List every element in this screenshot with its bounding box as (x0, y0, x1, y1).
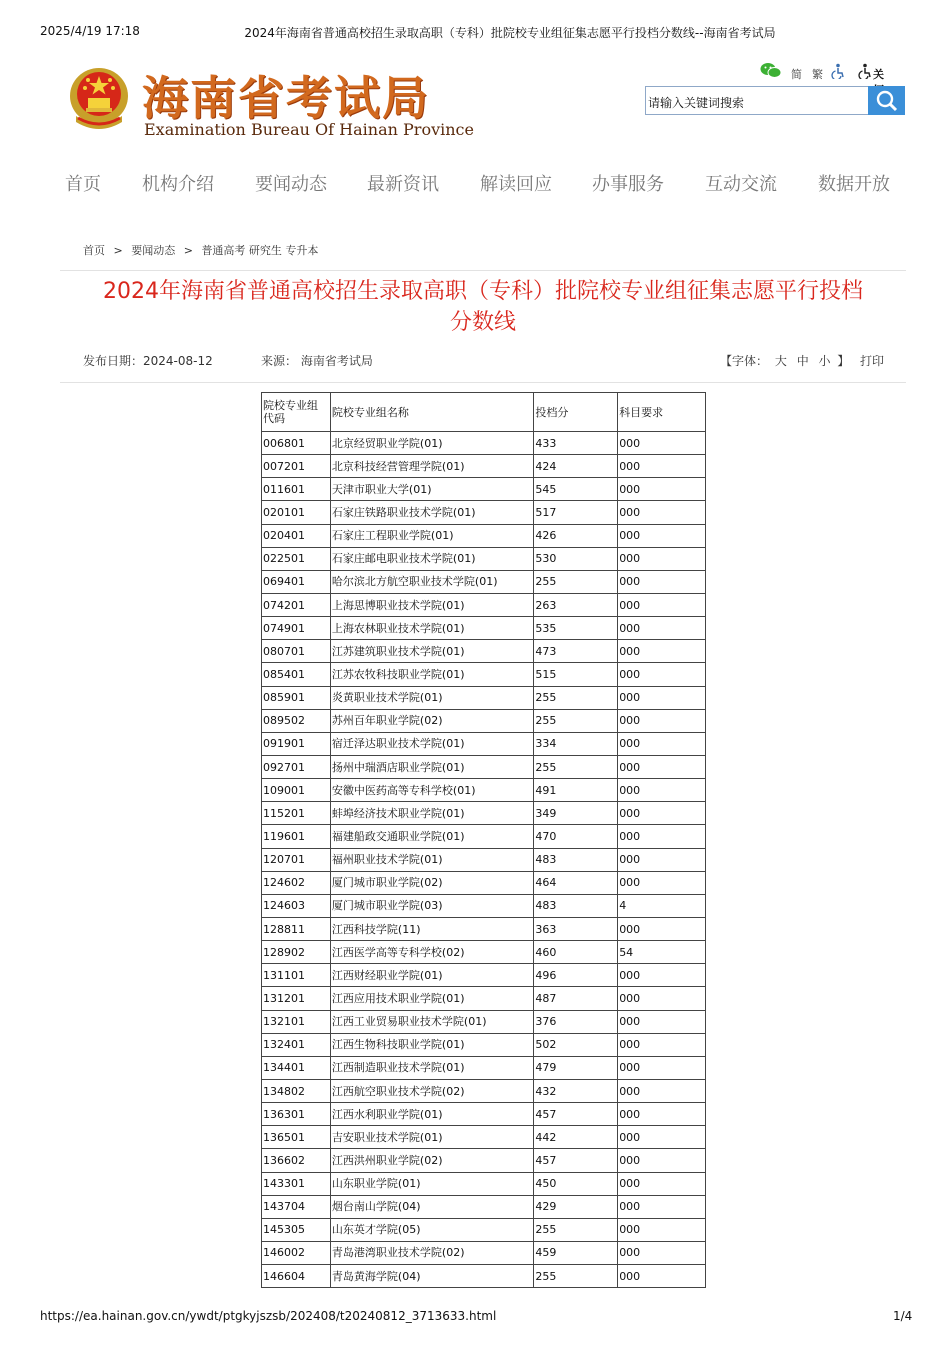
table-row (262, 825, 706, 848)
table-cell: 000 (618, 1103, 706, 1126)
divider (60, 270, 906, 271)
nav-home[interactable]: 首页 (65, 174, 101, 195)
column-header: 院校专业组名称 (330, 393, 533, 432)
table-row (262, 547, 706, 570)
nav-open-data[interactable]: 数据开放 (818, 174, 890, 195)
table-row (262, 802, 706, 825)
table-row (262, 779, 706, 802)
simplified-chinese-link[interactable]: 简 (791, 68, 802, 81)
table-cell: 江西工业贸易职业技术学院(01) (330, 1010, 533, 1033)
table-cell: 000 (618, 1033, 706, 1056)
print-timestamp: 2025/4/19 17:18 (40, 24, 140, 38)
table-cell: 江西制造职业技术学院(01) (330, 1056, 533, 1079)
table-row (262, 894, 706, 917)
article-source (261, 352, 373, 369)
accessibility-icon[interactable] (830, 63, 846, 82)
table-cell: 115201 (262, 802, 331, 825)
table-cell: 安徽中医药高等专科学校(01) (330, 779, 533, 802)
table-row (262, 1172, 706, 1195)
table-cell: 000 (618, 1126, 706, 1149)
table-cell: 000 (618, 1149, 706, 1172)
table-cell: 000 (618, 1195, 706, 1218)
table-cell: 136602 (262, 1149, 331, 1172)
publish-date-value: 2024-08-12 (143, 354, 213, 368)
table-row (262, 501, 706, 524)
table-cell: 432 (534, 1079, 618, 1102)
font-size-close: 】 (837, 354, 850, 368)
table-cell: 131101 (262, 964, 331, 987)
table-cell: 255 (534, 1265, 618, 1288)
table-cell: 上海思博职业技术学院(01) (330, 593, 533, 616)
table-cell: 517 (534, 501, 618, 524)
table-cell: 000 (618, 802, 706, 825)
table-cell: 000 (618, 640, 706, 663)
table-cell: 000 (618, 917, 706, 940)
divider (60, 382, 906, 383)
table-cell: 扬州中瑞酒店职业学院(01) (330, 755, 533, 778)
table-row (262, 848, 706, 871)
table-cell: 124602 (262, 871, 331, 894)
table-cell: 134401 (262, 1056, 331, 1079)
table-cell: 江苏建筑职业技术学院(01) (330, 640, 533, 663)
table-cell: 山东职业学院(01) (330, 1172, 533, 1195)
table-cell: 000 (618, 1218, 706, 1241)
table-cell: 146002 (262, 1241, 331, 1264)
table-cell: 457 (534, 1149, 618, 1172)
column-header: 院校专业组代码 (262, 393, 331, 432)
breadcrumb-separator: > (113, 244, 123, 257)
table-cell: 255 (534, 1218, 618, 1241)
table-cell: 上海农林职业技术学院(01) (330, 617, 533, 640)
table-cell: 092701 (262, 755, 331, 778)
table-cell: 376 (534, 1010, 618, 1033)
table-cell: 011601 (262, 478, 331, 501)
table-cell: 000 (618, 755, 706, 778)
print-link[interactable]: 打印 (860, 354, 885, 368)
table-cell: 424 (534, 455, 618, 478)
table-row (262, 1079, 706, 1102)
table-row (262, 964, 706, 987)
table-cell: 128902 (262, 941, 331, 964)
table-cell: 143704 (262, 1195, 331, 1218)
table-cell: 146604 (262, 1265, 331, 1288)
table-row (262, 524, 706, 547)
table-row (262, 570, 706, 593)
table-cell: 426 (534, 524, 618, 547)
nav-about[interactable]: 机构介绍 (142, 174, 214, 195)
table-cell: 000 (618, 779, 706, 802)
font-size-small[interactable]: 小 (818, 354, 831, 368)
table-cell: 青岛黄海学院(04) (330, 1265, 533, 1288)
search-input[interactable]: 请输入关键词搜索 (645, 86, 869, 115)
table-row (262, 709, 706, 732)
table-row (262, 871, 706, 894)
table-cell: 000 (618, 663, 706, 686)
table-cell: 厦门城市职业学院(03) (330, 894, 533, 917)
table-cell: 128811 (262, 917, 331, 940)
table-cell: 349 (534, 802, 618, 825)
table-cell: 4 (618, 894, 706, 917)
table-cell: 457 (534, 1103, 618, 1126)
nav-interaction[interactable]: 互动交流 (705, 174, 777, 195)
table-cell: 000 (618, 617, 706, 640)
table-cell: 487 (534, 987, 618, 1010)
table-cell: 080701 (262, 640, 331, 663)
table-row (262, 593, 706, 616)
font-size-switcher (720, 352, 849, 369)
table-row (262, 1218, 706, 1241)
table-cell: 000 (618, 1079, 706, 1102)
table-row (262, 432, 706, 455)
table-row (262, 478, 706, 501)
table-cell: 江西水利职业学院(01) (330, 1103, 533, 1126)
table-cell: 450 (534, 1172, 618, 1195)
table-cell: 江西应用技术职业学院(01) (330, 987, 533, 1010)
nav-interpretation[interactable]: 解读回应 (480, 174, 552, 195)
table-cell: 江西洪州职业学院(02) (330, 1149, 533, 1172)
table-cell: 000 (618, 1265, 706, 1288)
table-cell: 334 (534, 732, 618, 755)
table-row (262, 1033, 706, 1056)
table-cell: 烟台南山学院(04) (330, 1195, 533, 1218)
table-cell: 007201 (262, 455, 331, 478)
breadcrumb-home[interactable]: 首页 (83, 244, 105, 257)
table-cell: 江西医学高等专科学校(02) (330, 941, 533, 964)
table-row (262, 1056, 706, 1079)
wechat-icon[interactable] (760, 62, 782, 82)
table-cell: 000 (618, 593, 706, 616)
table-cell: 022501 (262, 547, 331, 570)
table-cell: 000 (618, 547, 706, 570)
table-cell: 000 (618, 686, 706, 709)
table-cell: 山东英才学院(05) (330, 1218, 533, 1241)
table-cell: 020101 (262, 501, 331, 524)
table-cell: 460 (534, 941, 618, 964)
print-footer-url: https://ea.hainan.gov.cn/ywdt/ptgkyjszsb/202408/t20240812_3713633.html (40, 1309, 497, 1323)
table-row (262, 1010, 706, 1033)
main-nav (40, 170, 910, 196)
table-cell: 473 (534, 640, 618, 663)
table-cell: 天津市职业大学(01) (330, 478, 533, 501)
table-cell: 433 (534, 432, 618, 455)
table-cell: 000 (618, 709, 706, 732)
table-cell: 255 (534, 570, 618, 593)
table-row (262, 663, 706, 686)
table-cell: 000 (618, 825, 706, 848)
article-title-line: 分数线 (449, 310, 516, 335)
table-cell: 479 (534, 1056, 618, 1079)
table-cell: 089502 (262, 709, 331, 732)
table-cell: 石家庄铁路职业技术学院(01) (330, 501, 533, 524)
nav-services[interactable]: 办事服务 (592, 174, 664, 195)
table-cell: 苏州百年职业学院(02) (330, 709, 533, 732)
table-cell: 124603 (262, 894, 331, 917)
table-cell: 143301 (262, 1172, 331, 1195)
table-cell: 119601 (262, 825, 331, 848)
table-row (262, 617, 706, 640)
table-cell: 000 (618, 732, 706, 755)
table-cell: 江苏农牧科技职业学院(01) (330, 663, 533, 686)
table-cell: 蚌埠经济技术职业学院(01) (330, 802, 533, 825)
table-row (262, 1103, 706, 1126)
print-page-title: 2024年海南省普通高校招生录取高职（专科）批院校专业组征集志愿平行投档分数线--海南省考试局 (244, 26, 776, 40)
table-cell: 000 (618, 501, 706, 524)
table-row (262, 640, 706, 663)
table-cell: 074901 (262, 617, 331, 640)
breadcrumb (83, 242, 323, 258)
source-label: 来源： (261, 354, 298, 368)
care-mode-icon[interactable] (856, 63, 872, 82)
table-row (262, 1241, 706, 1264)
font-size-medium[interactable]: 中 (796, 354, 809, 368)
table-cell: 136301 (262, 1103, 331, 1126)
table-cell: 145305 (262, 1218, 331, 1241)
table-cell: 000 (618, 1241, 706, 1264)
table-cell: 255 (534, 686, 618, 709)
table-cell: 020401 (262, 524, 331, 547)
table-cell: 青岛港湾职业技术学院(02) (330, 1241, 533, 1264)
table-cell: 263 (534, 593, 618, 616)
table-row (262, 732, 706, 755)
site-logo[interactable] (68, 64, 474, 144)
table-cell: 085401 (262, 663, 331, 686)
font-size-large[interactable]: 大 (774, 354, 787, 368)
table-cell: 464 (534, 871, 618, 894)
nav-latest[interactable]: 最新资讯 (367, 174, 439, 195)
column-header: 科目要求 (618, 393, 706, 432)
table-cell: 442 (534, 1126, 618, 1149)
table-cell: 502 (534, 1033, 618, 1056)
table-row (262, 987, 706, 1010)
publish-date (83, 352, 213, 369)
table-cell: 496 (534, 964, 618, 987)
article-title (60, 276, 906, 338)
table-cell: 000 (618, 1010, 706, 1033)
table-cell: 江西生物科技职业学院(01) (330, 1033, 533, 1056)
table-cell: 福建船政交通职业学院(01) (330, 825, 533, 848)
table-cell: 000 (618, 570, 706, 593)
table-cell: 515 (534, 663, 618, 686)
table-cell: 255 (534, 755, 618, 778)
logo-english-name: Examination Bureau Of Hainan Province (144, 120, 474, 139)
breadcrumb-category[interactable]: 普通高考 研究生 专升本 (201, 244, 319, 257)
table-cell: 000 (618, 987, 706, 1010)
nav-news[interactable]: 要闻动态 (255, 174, 327, 195)
table-cell: 宿迁泽达职业技术学院(01) (330, 732, 533, 755)
table-cell: 江西航空职业技术学院(02) (330, 1079, 533, 1102)
table-cell: 000 (618, 432, 706, 455)
table-cell: 000 (618, 1172, 706, 1195)
breadcrumb-news[interactable]: 要闻动态 (131, 244, 176, 257)
breadcrumb-separator: > (183, 244, 193, 257)
table-cell: 483 (534, 894, 618, 917)
table-cell: 000 (618, 478, 706, 501)
table-body (262, 432, 706, 1288)
table-cell: 厦门城市职业学院(02) (330, 871, 533, 894)
table-row (262, 1195, 706, 1218)
table-row (262, 1149, 706, 1172)
publish-date-label: 发布日期： (83, 354, 144, 368)
table-row (262, 917, 706, 940)
table-cell: 134802 (262, 1079, 331, 1102)
table-cell: 459 (534, 1241, 618, 1264)
table-cell: 炎黄职业技术学院(01) (330, 686, 533, 709)
table-cell: 255 (534, 709, 618, 732)
column-header: 投档分 (534, 393, 618, 432)
table-cell: 000 (618, 848, 706, 871)
care-mode-link[interactable]: 关 (873, 68, 884, 81)
table-row (262, 686, 706, 709)
table-row (262, 1265, 706, 1288)
table-cell: 006801 (262, 432, 331, 455)
print-footer-page: 1/4 (893, 1309, 913, 1323)
logo-chinese-name: 海南省考试局 (142, 71, 430, 125)
score-table (261, 392, 706, 1288)
traditional-chinese-link[interactable]: 繁 (812, 68, 823, 81)
table-cell: 483 (534, 848, 618, 871)
table-cell: 545 (534, 478, 618, 501)
table-cell: 535 (534, 617, 618, 640)
table-cell: 江西财经职业学院(01) (330, 964, 533, 987)
table-cell: 085901 (262, 686, 331, 709)
table-cell: 491 (534, 779, 618, 802)
table-cell: 429 (534, 1195, 618, 1218)
table-cell: 000 (618, 455, 706, 478)
article-title-line: 2024年海南省普通高校招生录取高职（专科）批院校专业组征集志愿平行投档 (103, 279, 863, 304)
national-emblem-icon (68, 66, 130, 132)
table-row (262, 755, 706, 778)
table-cell: 石家庄工程职业学院(01) (330, 524, 533, 547)
table-cell: 470 (534, 825, 618, 848)
table-cell: 000 (618, 1056, 706, 1079)
table-cell: 北京经贸职业学院(01) (330, 432, 533, 455)
table-cell: 福州职业技术学院(01) (330, 848, 533, 871)
table-cell: 石家庄邮电职业技术学院(01) (330, 547, 533, 570)
table-cell: 000 (618, 964, 706, 987)
table-cell: 000 (618, 871, 706, 894)
source-value: 海南省考试局 (300, 354, 373, 368)
table-cell: 091901 (262, 732, 331, 755)
table-cell: 363 (534, 917, 618, 940)
table-cell: 074201 (262, 593, 331, 616)
table-row (262, 941, 706, 964)
table-cell: 哈尔滨北方航空职业技术学院(01) (330, 570, 533, 593)
table-cell: 54 (618, 941, 706, 964)
table-row (262, 1126, 706, 1149)
table-cell: 江西科技学院(11) (330, 917, 533, 940)
table-cell: 吉安职业技术学院(01) (330, 1126, 533, 1149)
table-cell: 132101 (262, 1010, 331, 1033)
table-cell: 109001 (262, 779, 331, 802)
table-cell: 530 (534, 547, 618, 570)
table-cell: 000 (618, 524, 706, 547)
table-cell: 131201 (262, 987, 331, 1010)
table-cell: 北京科技经营管理学院(01) (330, 455, 533, 478)
table-header-row (262, 393, 706, 432)
print-header (0, 0, 950, 40)
table-cell: 136501 (262, 1126, 331, 1149)
table-cell: 132401 (262, 1033, 331, 1056)
search-button[interactable] (868, 86, 905, 115)
table-cell: 069401 (262, 570, 331, 593)
table-cell: 120701 (262, 848, 331, 871)
font-size-label: 【字体： (720, 354, 769, 368)
search-icon (875, 89, 899, 113)
table-row (262, 455, 706, 478)
